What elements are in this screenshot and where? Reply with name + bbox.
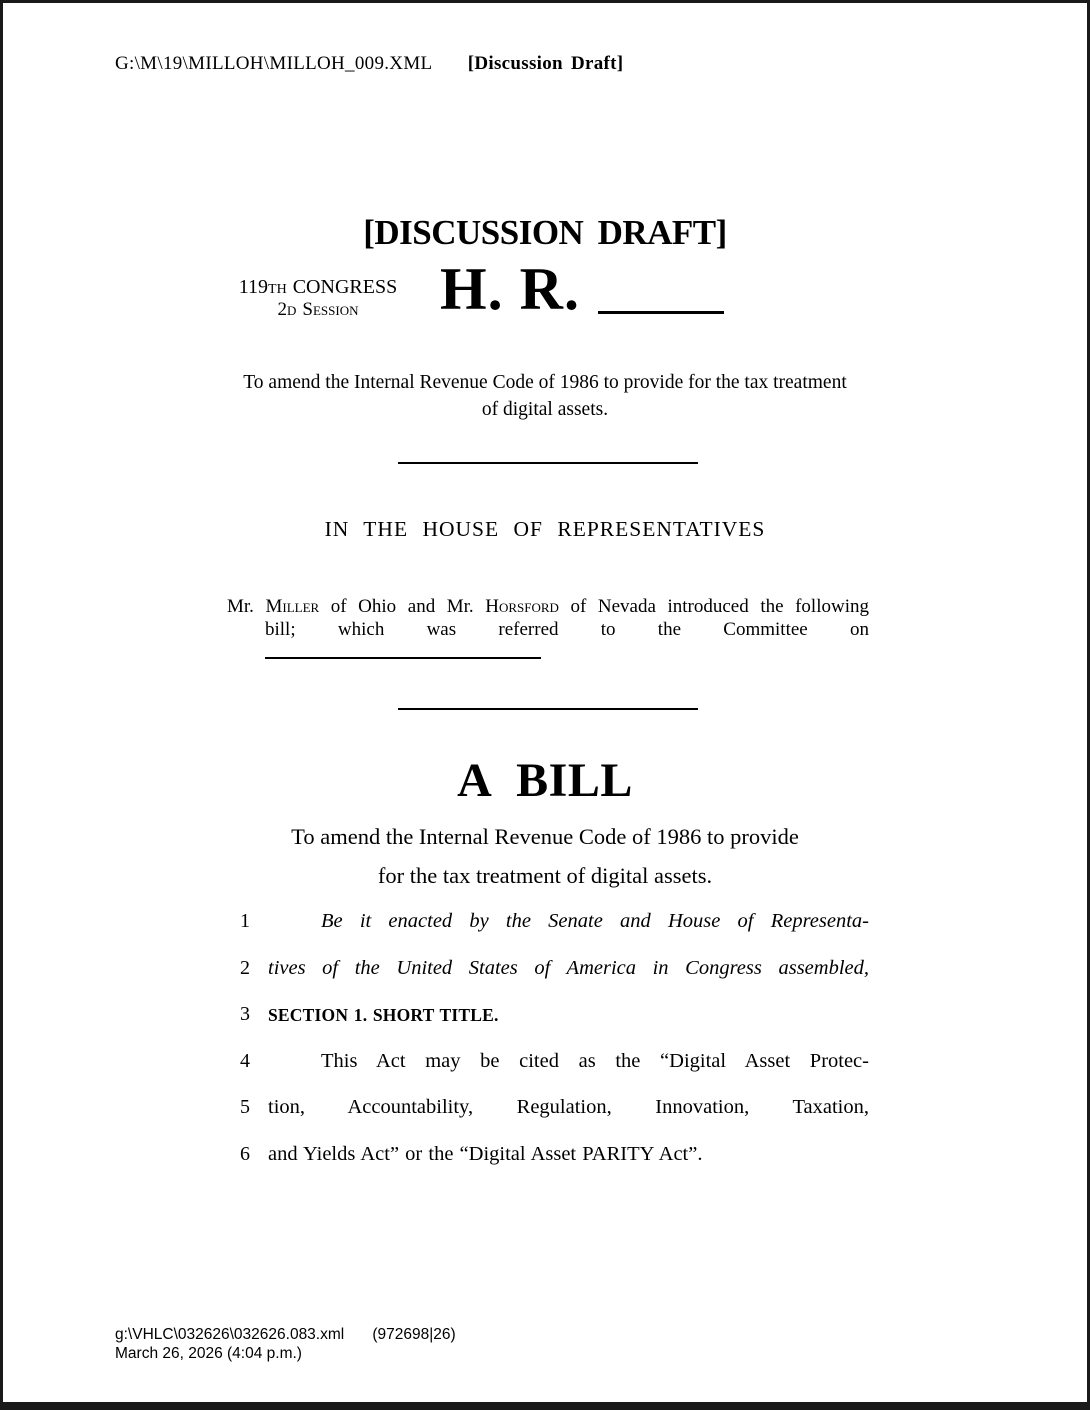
session-number: 2 bbox=[277, 299, 288, 320]
sponsor-paragraph bbox=[227, 595, 869, 659]
sponsor-prefix: Mr. bbox=[227, 596, 266, 617]
line-number: 6 bbox=[240, 1142, 250, 1165]
page-footer bbox=[115, 1325, 456, 1363]
line-text bbox=[268, 908, 869, 934]
page-header bbox=[115, 53, 623, 75]
bill-line bbox=[240, 908, 869, 955]
committee-name-blank bbox=[265, 657, 541, 659]
section-heading: SECTION 1. SHORT TITLE. bbox=[268, 1005, 499, 1025]
session-ordinal: d bbox=[287, 299, 297, 320]
line-number: 1 bbox=[240, 910, 250, 932]
bill-number-prefix: H. R. bbox=[440, 256, 580, 322]
line-text bbox=[268, 1048, 869, 1074]
short-title-part3: and Yields Act” or the “Digital Asset PARITY Act”. bbox=[268, 1142, 703, 1165]
enacting-clause-part2: tives of the United States of America in Congress assembled, bbox=[268, 956, 869, 979]
congress-session-block bbox=[223, 276, 413, 321]
congress-ordinal: th bbox=[268, 276, 287, 298]
line-number: 5 bbox=[240, 1096, 250, 1118]
bill-number-row bbox=[440, 256, 724, 322]
sponsor-suffix: of Nevada introduced the following bbox=[558, 596, 869, 617]
sponsor-middle: of Ohio and Mr. bbox=[319, 596, 486, 617]
sponsor-name-horsford: Horsford bbox=[485, 596, 559, 617]
congress-word: CONGRESS bbox=[292, 276, 398, 298]
bill-line bbox=[240, 1001, 869, 1048]
long-title-line2: of digital assets. bbox=[481, 399, 609, 420]
bill-number-blank bbox=[598, 311, 724, 314]
footer-line1 bbox=[115, 1325, 456, 1344]
bill-line bbox=[240, 1048, 869, 1095]
bill-subtitle-line2: for the tax treatment of digital assets. bbox=[377, 863, 713, 888]
line-number: 2 bbox=[240, 956, 250, 979]
sponsor-line1 bbox=[227, 595, 869, 618]
discussion-draft-label: [Discussion Draft] bbox=[467, 53, 624, 74]
bill-body bbox=[240, 908, 869, 1187]
sponsor-line2: bill; which was referred to the Committee on bbox=[265, 619, 869, 640]
chamber-heading: IN THE HOUSE OF REPRESENTATIVES bbox=[324, 517, 766, 541]
line-number: 3 bbox=[240, 1003, 250, 1025]
separator-rule-bottom bbox=[398, 708, 698, 710]
source-file-path: G:\M\19\MILLOH\MILLOH_009.XML bbox=[115, 53, 433, 74]
session-line bbox=[223, 299, 413, 321]
line-number: 4 bbox=[240, 1049, 250, 1072]
footer-file-path: g:\VHLC\032626\032626.083.xml bbox=[115, 1326, 345, 1343]
bill-line bbox=[240, 1094, 869, 1141]
congress-line bbox=[223, 276, 413, 299]
footer-date: March 26, 2026 (4:04 p.m.) bbox=[115, 1345, 302, 1362]
session-word: Session bbox=[302, 299, 359, 320]
bill-line bbox=[240, 1141, 869, 1188]
bill-subtitle bbox=[3, 817, 1087, 895]
footer-code: (972698|26) bbox=[372, 1326, 456, 1343]
long-title bbox=[155, 369, 935, 423]
long-title-line1: To amend the Internal Revenue Code of 1986 to provide for the tax treatment bbox=[243, 372, 847, 393]
congress-number: 119 bbox=[238, 276, 269, 298]
discussion-draft-title: [DISCUSSION DRAFT] bbox=[363, 213, 727, 252]
short-title-part2: tion, Accountability, Regulation, Innovation, Taxation, bbox=[268, 1096, 869, 1118]
bill-subtitle-line1: To amend the Internal Revenue Code of 1986 to provide bbox=[291, 824, 799, 849]
enacting-clause-part1: Be it enacted by the Senate and House of Representa- bbox=[321, 910, 869, 932]
short-title-part1: This Act may be cited as the “Digital Asset Protec- bbox=[321, 1049, 869, 1072]
sponsor-name-miller: Miller bbox=[265, 596, 320, 617]
bill-heading: A BILL bbox=[457, 754, 633, 807]
bill-line bbox=[240, 955, 869, 1002]
separator-rule-top bbox=[398, 462, 698, 464]
